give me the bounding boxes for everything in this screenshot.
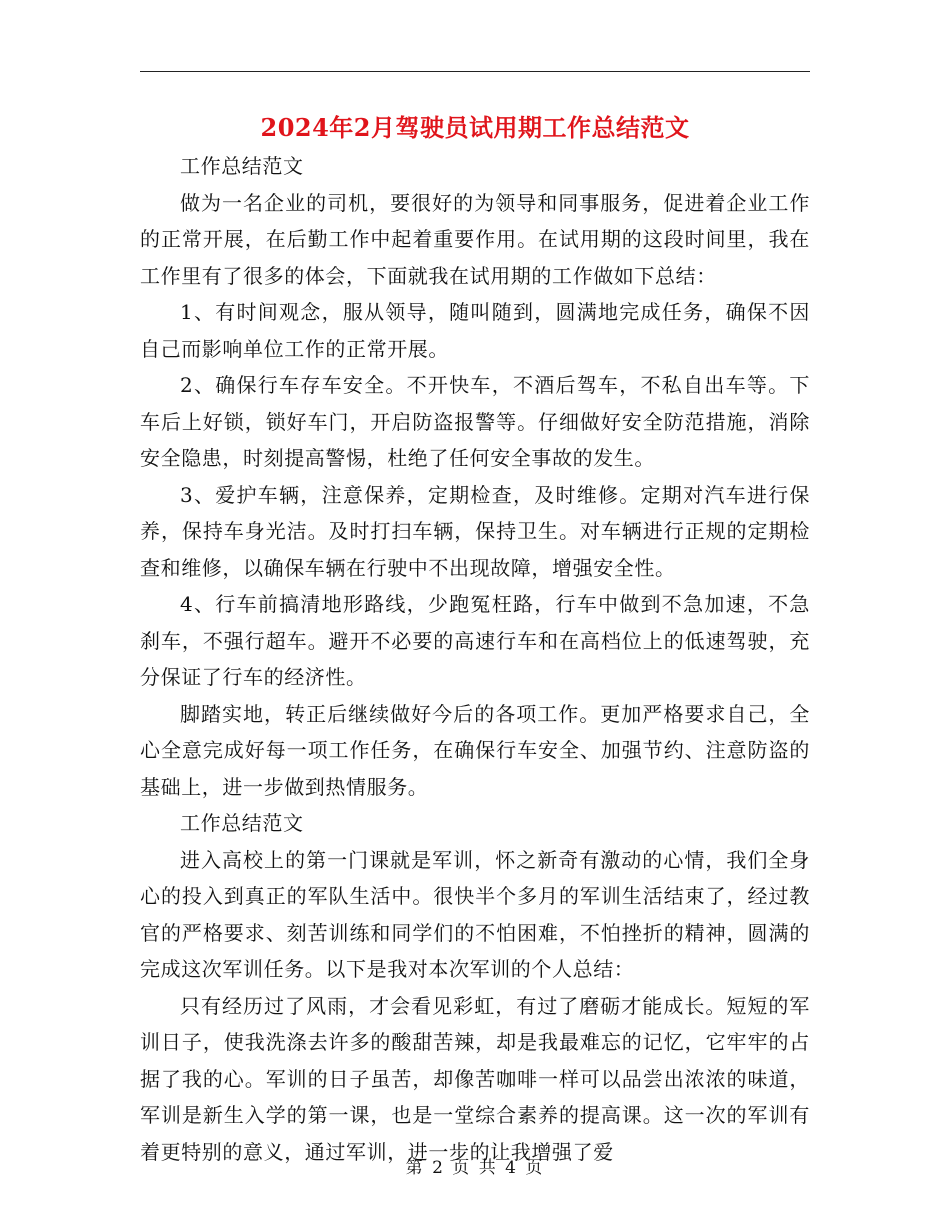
header-rule	[140, 71, 810, 72]
paragraph: 4、行车前搞清地形路线，少跑冤枉路，行车中做到不急加速，不急刹车，不强行超车。避开不必要的高速行车和在高档位上的低速驾驶，充分保证了行车的经济性。	[140, 592, 810, 689]
paragraph: 3、爱护车辆，注意保养，定期检查，及时维修。定期对汽车进行保养，保持车身光洁。及时打扫车辆，保持卫生。对车辆进行正规的定期检查和维修，以确保车辆在行驶中不出现故障，增强安全性。	[140, 482, 810, 580]
paragraph: 2、确保行车存车安全。不开快车，不酒后驾车，不私自出车等。下车后上好锁，锁好车门，开启防盗报警等。仔细做好安全防范措施，消除安全隐患，时刻提高警惕，杜绝了任何安全事故的发生。	[140, 373, 810, 470]
section-heading: 工作总结范文	[180, 154, 304, 178]
page-footer: 第 2 页 共 4 页	[405, 1158, 545, 1178]
paragraph: 1、有时间观念，服从领导，随叫随到，圆满地完成任务，确保不因自己而影响单位工作的正常开展。	[140, 300, 810, 361]
document-title: 2024年2月驾驶员试用期工作总结范文	[260, 113, 690, 142]
document-body	[140, 148, 810, 1170]
paragraph: 做为一名企业的司机，要很好的为领导和同事服务，促进着企业工作的正常开展，在后勤工作中起着重要作用。在试用期的这段时间里，我在工作里有了很多的体会，下面就我在试用期的工作做如下总结：	[140, 190, 810, 288]
section-heading: 工作总结范文	[180, 811, 304, 835]
paragraph: 只有经历过了风雨，才会看见彩虹，有过了磨砺才能成长。短短的军训日子，使我洗涤去许多的酸甜苦辣，却是我最难忘的记忆，它牢牢的占据了我的心。军训的日子虽苦，却像苦咖啡一样可以品尝出浓浓的味道，军训是新生入学的第一课，也是一堂综合素养的提高课。这一次的军训有着更特别的意义，通过军训，进一步的让我增强了爱	[140, 993, 810, 1164]
paragraph: 脚踏实地，转正后继续做好今后的各项工作。更加严格要求自己，全心全意完成好每一项工作任务，在确保行车安全、加强节约、注意防盗的基础上，进一步做到热情服务。	[140, 701, 810, 799]
paragraph: 进入高校上的第一门课就是军训，怀之新奇有激动的心情，我们全身心的投入到真正的军队生活中。很快半个多月的军训生活结束了，经过教官的严格要求、刻苦训练和同学们的不怕困难，不怕挫折的精神，圆满的完成这次军训任务。以下是我对本次军训的个人总结：	[140, 847, 810, 981]
